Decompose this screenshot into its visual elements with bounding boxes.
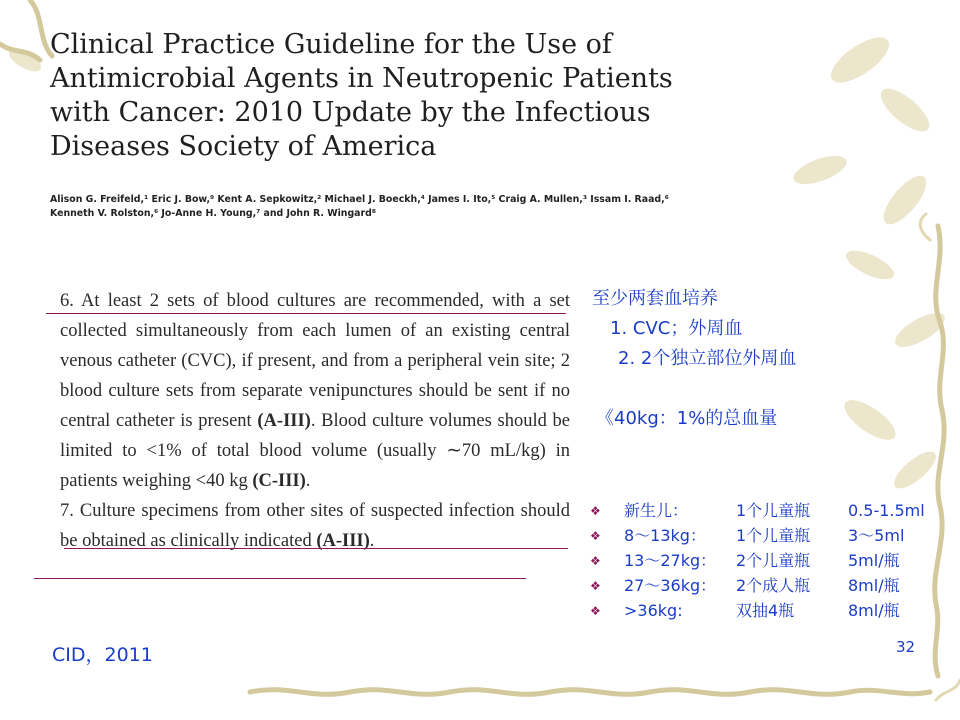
bottle-count: 1个儿童瓶 xyxy=(736,526,811,545)
recommendation-7 xyxy=(48,496,570,556)
paper-title-line: with Cancer: 2010 Update by the Infectious xyxy=(50,97,651,128)
weight-group: 27～36kg： xyxy=(624,576,717,595)
recommendation-number: 7. xyxy=(60,501,74,521)
recommendation-number: 6. xyxy=(60,291,74,311)
diamond-bullet-icon: ❖ xyxy=(590,504,601,518)
diamond-bullet-icon: ❖ xyxy=(590,604,601,618)
notes-spacer xyxy=(592,374,796,404)
author-line: Alison G. Freifeld,¹ Eric J. Bow,⁹ Kent A. Sepkowitz,² Michael J. Boeckh,⁴ James I. Ito,⁵ Craig A. Mullen,³ Issam I. Raad,⁶ xyxy=(50,194,669,205)
recommendation-text: Culture specimens from other sites of suspected infection should be obtained as clinically indicated xyxy=(60,501,570,551)
bottle-count: 2个成人瓶 xyxy=(736,576,811,595)
recommendation-text: . xyxy=(369,531,375,551)
weight-group: 新生儿： xyxy=(624,501,689,520)
evidence-grade: (A-III) xyxy=(257,411,311,431)
guideline-excerpt xyxy=(48,286,570,556)
recommendation-6 xyxy=(48,286,570,496)
blood-volume: 5ml/瓶 xyxy=(848,551,900,570)
highlight-underline xyxy=(64,548,568,549)
bottle-count: 双抽4瓶 xyxy=(736,601,795,620)
slide-number: 32 xyxy=(896,638,916,656)
evidence-grade: (C-III) xyxy=(252,471,306,491)
recommendation-text: . xyxy=(305,471,311,491)
paper-title-line: Diseases Society of America xyxy=(50,131,437,162)
recommendation-text: . Blood culture volumes should be limited to <1% of total blood volume (usually ∼70 mL/kg) in patients weighing <40 kg xyxy=(60,411,570,491)
blood-volume: 8ml/瓶 xyxy=(848,576,900,595)
weight-group: 8～13kg： xyxy=(624,526,706,545)
weight-group: >36kg: xyxy=(624,601,683,620)
author-list xyxy=(50,193,669,221)
notes-line: 2. 2个独立部位外周血 xyxy=(618,348,797,369)
notes-volume: 《40kg：1%的总血量 xyxy=(596,408,778,429)
blood-volume: 0.5-1.5ml xyxy=(848,501,925,520)
highlight-underline xyxy=(46,313,566,314)
blood-volume: 8ml/瓶 xyxy=(848,601,900,620)
evidence-grade: (A-III) xyxy=(316,531,370,551)
author-line: Kenneth V. Rolston,⁶ Jo-Anne H. Young,⁷ and John R. Wingard⁸ xyxy=(50,208,376,219)
recommendation-text: At least 2 sets of blood cultures are recommended, with a set collected simultaneously from each lumen of an existing central venous catheter (CVC), if present, and from a peripheral vein site; 2 blood culture sets from separate venipunctures should be sent if no central catheter is present xyxy=(60,291,570,431)
paper-title-line: Antimicrobial Agents in Neutropenic Patients xyxy=(50,63,673,94)
diamond-bullet-icon: ❖ xyxy=(590,554,601,568)
paper-title xyxy=(50,28,750,164)
source-citation: CID，2011 xyxy=(52,644,153,666)
paper-title-line: Clinical Practice Guideline for the Use of xyxy=(50,29,612,60)
highlight-underline xyxy=(34,578,526,579)
diamond-bullet-icon: ❖ xyxy=(590,529,601,543)
bottle-count: 1个儿童瓶 xyxy=(736,501,811,520)
diamond-bullet-icon: ❖ xyxy=(590,579,601,593)
blood-volume: 3～5ml xyxy=(848,526,905,545)
notes-line: 1. CVC；外周血 xyxy=(610,318,743,339)
notes-heading: 至少两套血培养 xyxy=(592,288,718,309)
chinese-notes xyxy=(592,284,796,434)
weight-group: 13～27kg： xyxy=(624,551,717,570)
bottle-count: 2个儿童瓶 xyxy=(736,551,811,570)
